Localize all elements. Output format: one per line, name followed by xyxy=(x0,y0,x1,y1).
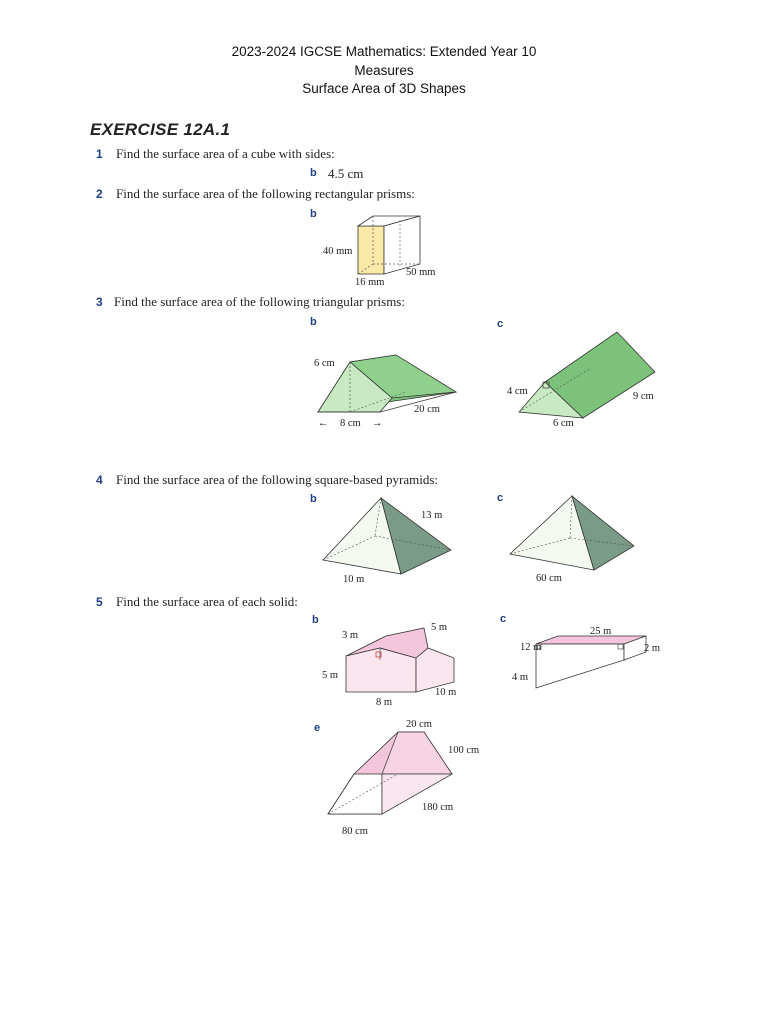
pyramid-c-base-label: 60 cm xyxy=(536,573,562,584)
prism-width-label: 16 mm xyxy=(355,277,385,288)
prism-b-base-label: 8 cm xyxy=(340,418,361,429)
trapezoid-bottom-label: 80 cm xyxy=(342,826,368,837)
question-number-4: 4 xyxy=(96,473,103,487)
trapezoid-top-label: 20 cm xyxy=(406,719,432,730)
house-length-label: 10 m xyxy=(435,687,457,698)
prism-depth-label: 50 mm xyxy=(406,267,436,278)
prism-height-label: 40 mm xyxy=(323,246,353,257)
wedge-front-height-label: 4 m xyxy=(512,672,529,683)
house-prism-figure xyxy=(318,618,468,710)
house-roof-height-label: 3 m xyxy=(342,630,359,641)
question-5-text: Find the surface area of each solid: xyxy=(116,594,298,609)
pyramid-b-base-label: 10 m xyxy=(343,574,365,585)
triangular-prism-c-figure xyxy=(505,326,665,431)
q1-part-b: b xyxy=(310,167,317,179)
prism-b-height-label: 6 cm xyxy=(314,358,335,369)
question-2-text: Find the surface area of the following rectangular prisms: xyxy=(116,186,415,201)
wedge-length-label: 25 m xyxy=(590,626,612,637)
q4-part-b: b xyxy=(310,493,317,505)
prism-c-base-label: 6 cm xyxy=(553,418,574,429)
house-wall-label: 5 m xyxy=(322,670,339,681)
q5-part-c: c xyxy=(500,613,507,625)
q4-part-c: c xyxy=(497,492,504,504)
rectangular-prism-figure xyxy=(310,210,460,290)
exercise-title: EXERCISE 12A.1 xyxy=(90,120,231,139)
wedge-right-height-label: 2 m xyxy=(644,643,661,654)
house-slope-label: 5 m xyxy=(431,622,448,633)
question-number-5: 5 xyxy=(96,595,103,609)
doc-subtitle: Measures xyxy=(354,63,414,78)
question-4-text: Find the surface area of the following square-based pyramids: xyxy=(116,472,439,487)
doc-topic: Surface Area of 3D Shapes xyxy=(302,81,466,96)
question-1-text: Find the surface area of a cube with sides: xyxy=(116,146,335,161)
pyramid-b-figure xyxy=(315,494,465,584)
q1-answer: 4.5 cm xyxy=(328,166,364,181)
svg-text:→: → xyxy=(372,418,383,429)
q3-part-c: c xyxy=(497,318,504,330)
trapezoid-prism-figure xyxy=(320,718,490,840)
trapezoid-length-label: 180 cm xyxy=(422,802,454,813)
question-number-3: 3 xyxy=(96,295,103,309)
question-number-1: 1 xyxy=(96,147,103,161)
prism-c-length-label: 9 cm xyxy=(633,391,654,402)
prism-b-length-label: 20 cm xyxy=(414,404,440,415)
house-width-label: 8 m xyxy=(376,697,393,708)
wedge-solid-figure xyxy=(512,622,672,697)
q5-part-e: e xyxy=(314,722,321,734)
svg-text:←: ← xyxy=(318,418,329,429)
trapezoid-slant-label: 100 cm xyxy=(448,745,480,756)
pyramid-b-slant-label: 13 m xyxy=(421,510,443,521)
triangular-prism-b-figure xyxy=(310,320,470,435)
q5-part-b: b xyxy=(312,614,319,626)
prism-c-side-label: 4 cm xyxy=(507,386,528,397)
q3-part-b: b xyxy=(310,316,317,328)
q2-part-b: b xyxy=(310,208,317,220)
doc-title: 2023-2024 IGCSE Mathematics: Extended Year 10 xyxy=(231,44,537,59)
question-number-2: 2 xyxy=(96,187,103,201)
wedge-left-height-label: 12 m xyxy=(520,642,542,653)
pyramid-c-figure xyxy=(506,492,646,584)
question-3-text: Find the surface area of the following triangular prisms: xyxy=(114,294,405,309)
